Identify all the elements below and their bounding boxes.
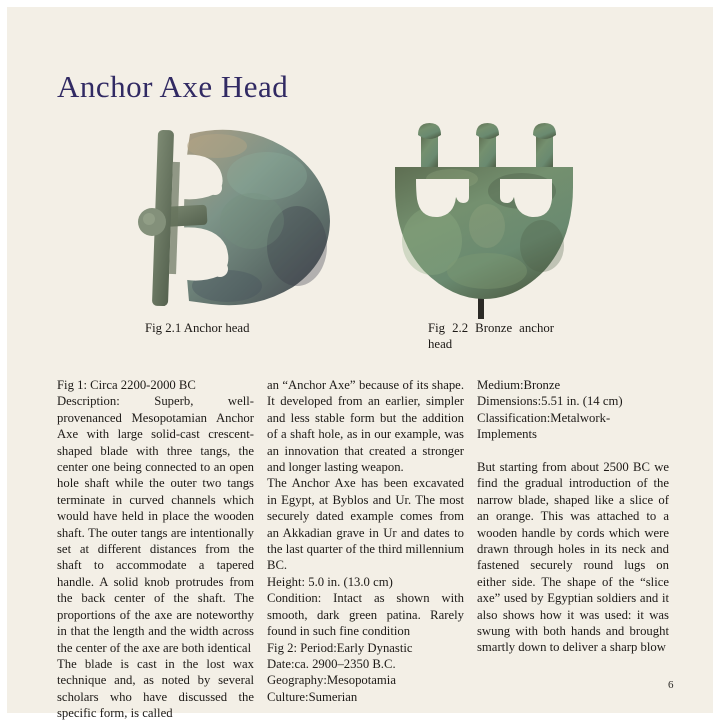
paragraph: Geography:Mesopotamia <box>267 673 396 688</box>
paragraph: Condition: Intact as shown with smooth, dark green patina. Rarely found in such fine condition <box>267 591 464 639</box>
bronze-anchor-axe-on-stand-photo <box>392 121 576 321</box>
text-column-3 <box>477 377 669 720</box>
figure-1-image <box>127 126 334 312</box>
text-column-1 <box>57 377 254 720</box>
paragraph: The Anchor Axe has been excavated in Egypt, at Byblos and Ur. The most securely dated example comes from an Akkadian grave in Ur and dates to the last quarter of the third millennium BC. <box>267 476 464 573</box>
paragraph: Date:ca. 2900–2350 B.C. <box>267 656 396 671</box>
bronze-anchor-axe-head-photo <box>127 126 334 312</box>
paragraph: The blade is cast in the lost wax technique and, as noted by several scholars who have discussed the specific form, is called <box>57 656 254 720</box>
paragraph: Dimensions:5.51 in. (14 cm) <box>477 394 623 409</box>
paragraph: Description: Superb, well-provenanced Mesopotamian Anchor Axe with large solid-cast crescent-shaped blade with three tangs, the center one being connected to an open hole shaft while the outer two tangs terminate in curved channels which would have held in place the wooden shaft. The outer tangs are intentionally set at different distances from the shaft to accommodate a tapered handle. A solid knob protrudes from the back center of the shaft. The proportions of the axe are noteworthy in that the length and the width across the center of the axe are both identical <box>57 394 254 655</box>
paragraph <box>477 443 669 459</box>
body-text-columns <box>57 377 669 720</box>
paragraph: Medium:Bronze <box>477 378 561 392</box>
text-column-2 <box>267 377 464 720</box>
paragraph: Classification:Metalwork-Implements <box>477 410 611 442</box>
figure-2-image <box>392 121 576 321</box>
paragraph: an “Anchor Axe” because of its shape. It developed from an earlier, simpler and less stable form but the addition of a shaft hole, as in our example, was an innovation that created a stronger and longer lasting weapon. <box>267 378 464 475</box>
paragraph: Culture:Sumerian <box>267 689 358 704</box>
paragraph: But starting from about 2500 BC we find the gradual introduction of the narrow blade, shaped like a slice of an orange. This was attached to a wooden handle by cords which were drawn through holes in its neck and fastened securely round lugs on either side. The shape of the “slice axe” used by Egyptian soldiers and it also shows how it was used: it was swung with both hands and brought smartly down to deliver a sharp blow <box>477 460 669 655</box>
paragraph: Fig 2: Period:Early Dynastic <box>267 640 413 655</box>
paragraph: Fig 1: Circa 2200-2000 BC <box>57 378 196 392</box>
figure-1-caption: Fig 2.1 Anchor head <box>145 321 250 335</box>
page-number: 6 <box>668 679 674 691</box>
page-title: Anchor Axe Head <box>57 69 289 104</box>
figure-2-caption: Fig 2.2 Bronze anchor head <box>428 321 554 351</box>
paragraph: Height: 5.0 in. (13.0 cm) <box>267 574 393 589</box>
